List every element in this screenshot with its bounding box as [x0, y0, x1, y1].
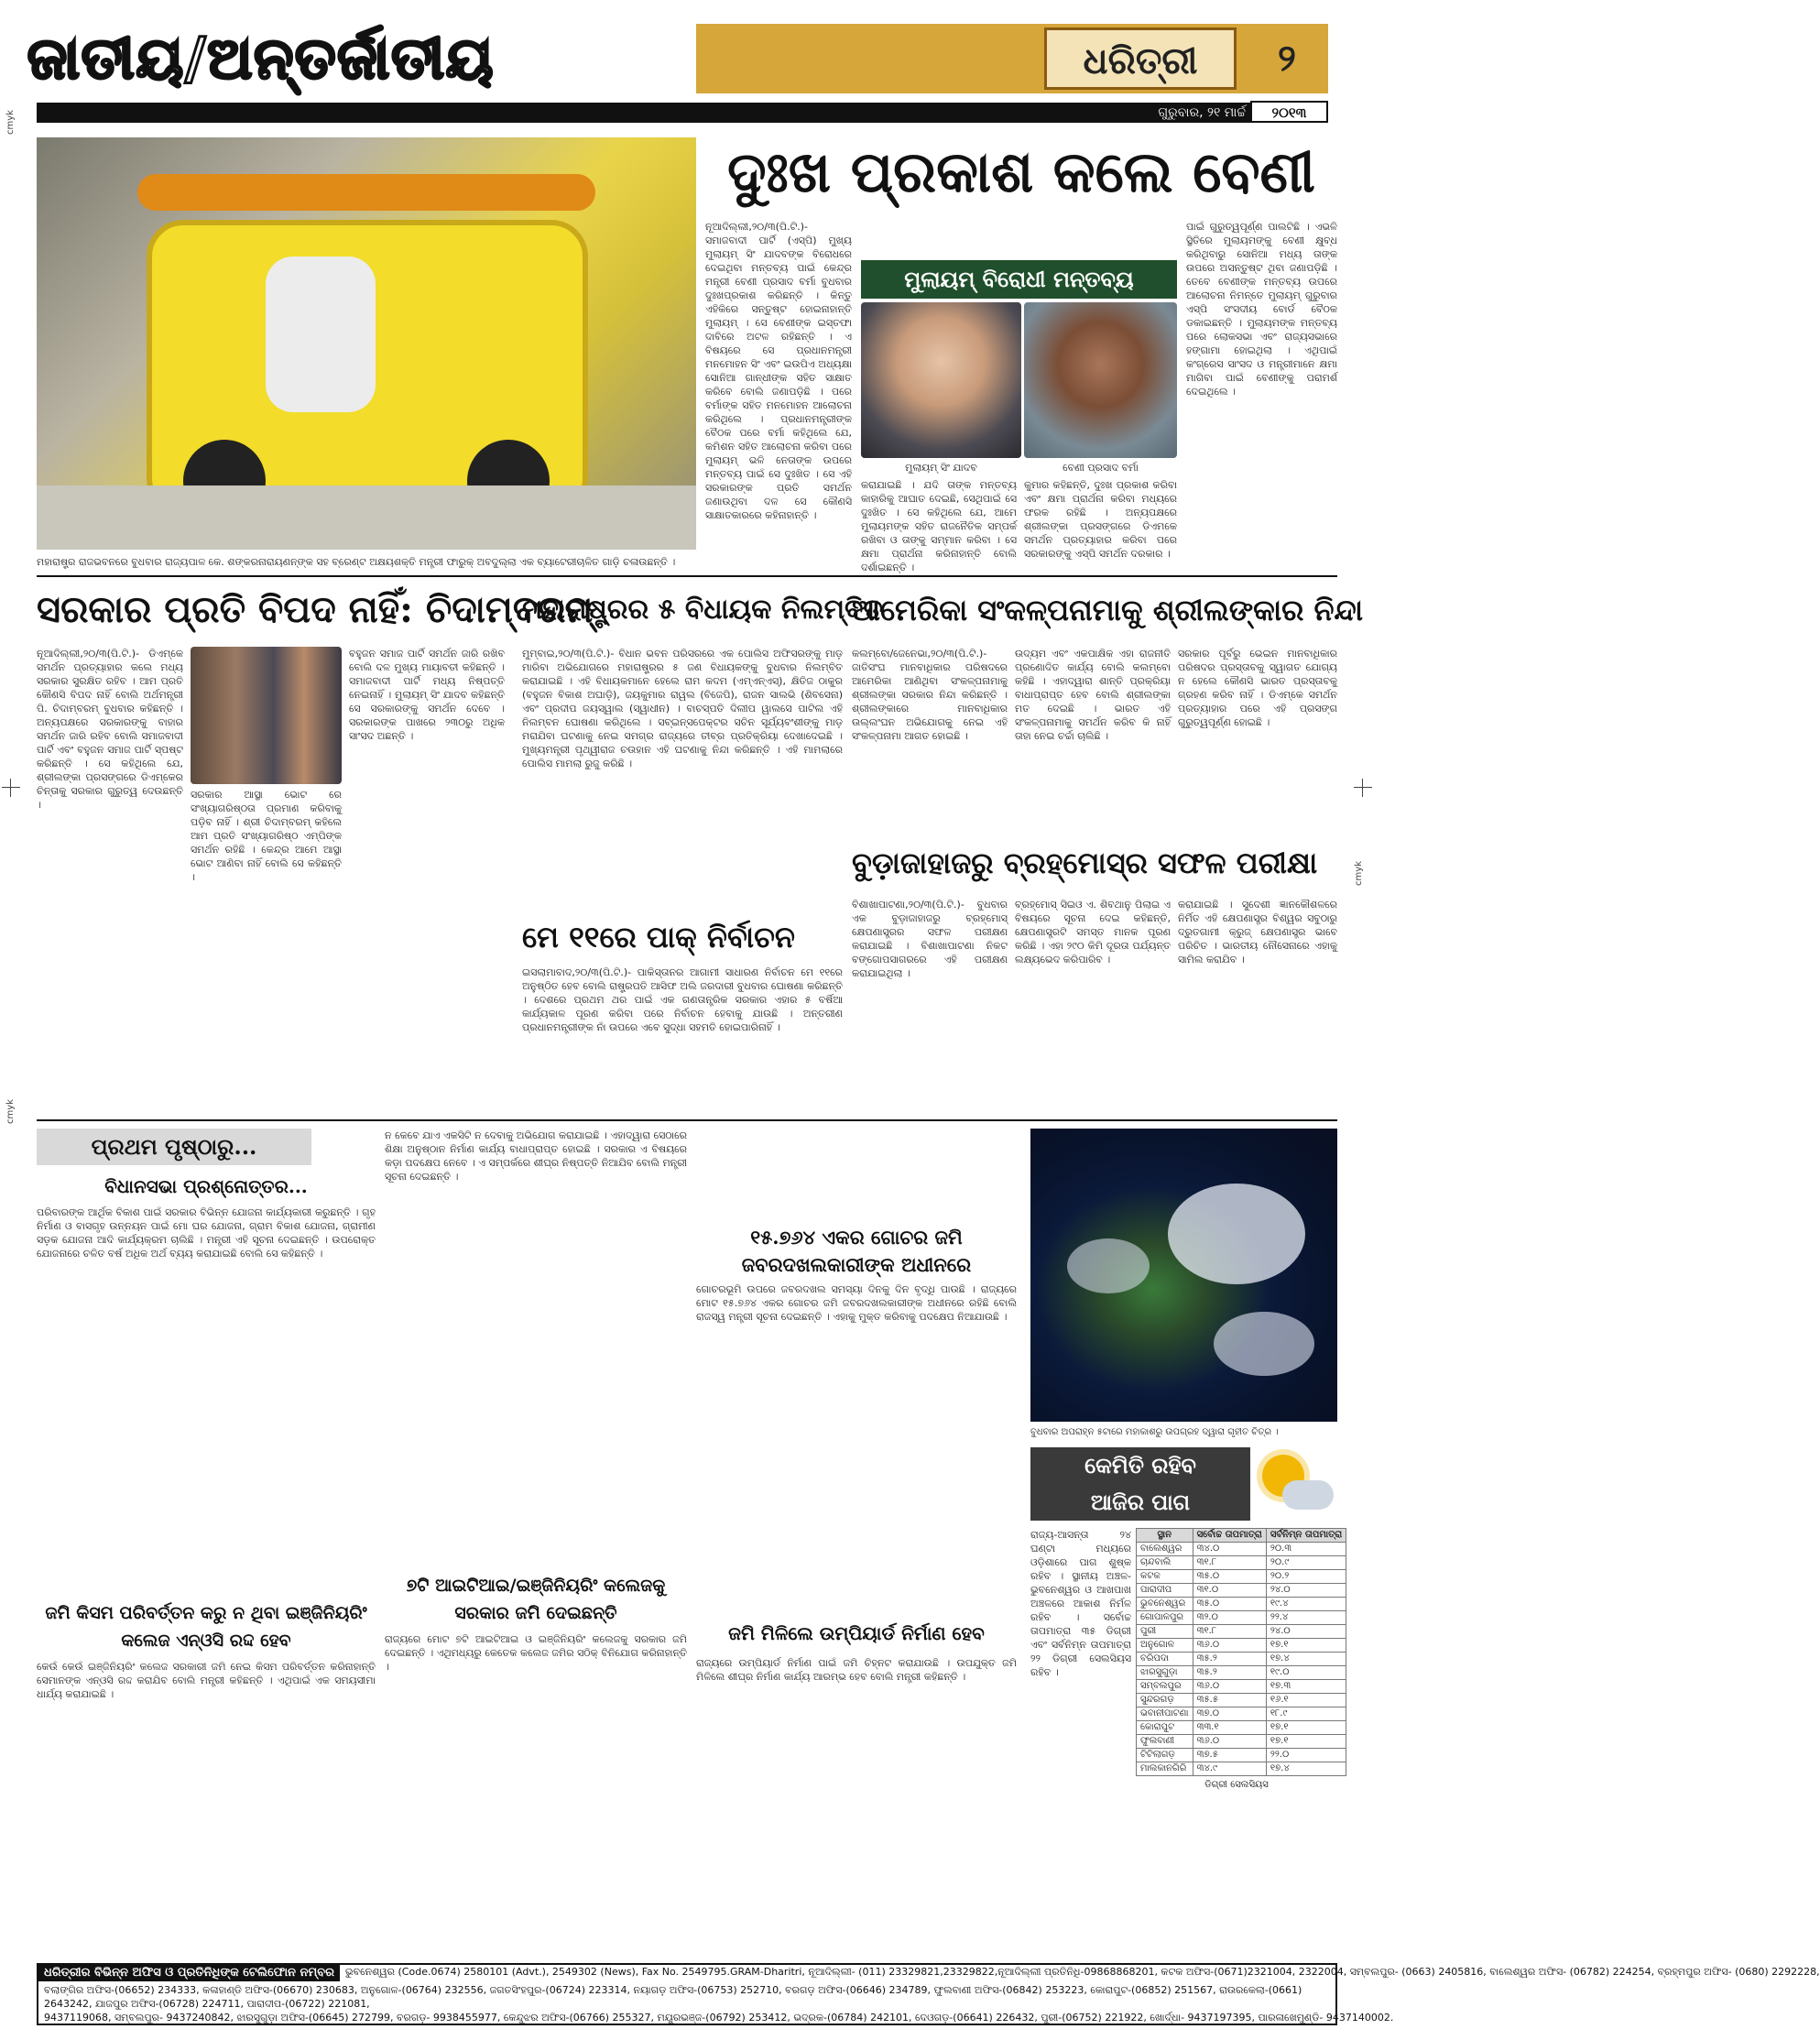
table-header-max: ସର୍ବୋଚ୍ଚ ତାପମାତ୍ରା — [1193, 1529, 1266, 1543]
satellite-map-caption: ବୁଧବାର ଅପରାହ୍ନ ୫ଟାରେ ମହାକାଶରୁ ଉପଗ୍ରହ ଦ୍ୱାରା ଗୃହୀତ ଚିତ୍ର । — [1030, 1427, 1279, 1437]
mulayam-photo — [861, 302, 1021, 458]
table-row — [1137, 1735, 1346, 1749]
table-cell-min: ୧୭.୧ — [1266, 1639, 1346, 1653]
weather-table-wrap — [1136, 1528, 1343, 1955]
umpire-subhead: ଜମି ମିଳିଲେ ଉମ୍ପିୟାର୍ଡ ନିର୍ମାଣ ହେବ — [728, 1622, 985, 1644]
table-cell-place: କୋରାପୁଟ — [1137, 1721, 1193, 1735]
table-cell-place: ସମ୍ବଲପୁର — [1137, 1680, 1193, 1694]
table-row — [1137, 1570, 1346, 1584]
registration-cross-right — [1354, 779, 1372, 797]
table-cell-max: ୩୫.୫ — [1193, 1694, 1266, 1707]
engineering-noc-body: କେଉଁ କେଉଁ ଇଞ୍ଜିନିୟରିଂ କଲେଜ ସରକାରୀ ଜମି ନେଇ କିସମ ପରିବର୍ତ୍ତନ କରିନାହାନ୍ତି ସେମାନଙ୍କ ଏନ୍ଓସି ରଦ୍ଦ କରାଯିବ ବୋଲି ମନ୍ତ୍ରୀ କହିଛନ୍ତି । ଏଥିପାଇଁ ଏକ ସମୟସୀମା ଧାର୍ଯ୍ୟ କରାଯାଇଛି । — [37, 1661, 376, 1700]
table-cell-min: ୧୭.୧ — [1266, 1735, 1346, 1749]
pak-headline: ମେ ୧୧ରେ ପାକ୍ ନିର୍ବାଚନ — [522, 920, 795, 955]
table-cell-min: ୨୨.୪ — [1266, 1611, 1346, 1625]
table-cell-max: ୩୫.୦ — [1193, 1598, 1266, 1611]
table-row — [1137, 1584, 1346, 1598]
table-row — [1137, 1749, 1346, 1762]
iti-subhead: ୭ଟି ଆଇଟିଆଇ/ଇଞ୍ଜିନିୟରିଂ କଲେଜକୁ ସରକାର ଜମି ଦେଇଛନ୍ତି — [406, 1576, 666, 1623]
footer-contacts — [37, 1963, 1820, 2025]
table-cell-place: ଭବାନୀପାଟଣା — [1137, 1707, 1193, 1721]
table-cell-min: ୨୦.୨ — [1266, 1570, 1346, 1584]
table-row — [1137, 1721, 1346, 1735]
chidambaram-photo — [191, 647, 342, 784]
chidambaram-col1: ନୂଆଦିଲ୍ଲୀ,୨୦/୩(ପି.ଟି.)- ଡିଏମ୍‌କେ ସମର୍ଥନ ପ୍ରତ୍ୟାହାର କଲେ ମଧ୍ୟ ସରକାର ସୁରକ୍ଷିତ ରହିବ । ଆମ ପ୍ରତି କୌଣସି ବିପଦ ନାହିଁ ବୋଲି ଅର୍ଥମନ୍ତ୍ରୀ ପି. ଚିଦାମ୍ବରମ୍ ବୁଧବାର କହିଛନ୍ତି । ଅନ୍ୟପକ୍ଷରେ ସରକାରଙ୍କୁ ବାହାର ସମର୍ଥନ ଜାରି ରହିବ ବୋଲି ସମାଜବାଦୀ ପାର୍ଟି ଏବଂ ବହୁଜନ ସମାଜ ପାର୍ଟି ସ୍ପଷ୍ଟ କରିଛନ୍ତି । ସେ କହିଥିଲେ ଯେ, ଶ୍ରୀଲଙ୍କା ପ୍ରସଙ୍ଗରେ ଡିଏମ୍‌କେର ଚିନ୍ତାକୁ ସରକାର ଗୁରୁତ୍ୱ ଦେଉଛନ୍ତି । — [37, 648, 183, 811]
footer-line3: 9437119068, ସମ୍ବଲପୁର- 9437240842, ଝାରସୁଗୁଡ଼ା ଅଫିସ-(06645) 272799, ବରଗଡ଼- 9938455977, କେନ୍ଦୁଝର ଅଫିସ-(06766) 255327, ମୟୂରଭଞ୍ଜ-(06792) 253412, ଭଦ୍ରକ-(06784) 242101, ଦେଓଗଡ଼-(06641) 226432, ପୁରୀ-(06752) 221922, ଖୋର୍ଦ୍ଧା- 9437197395, ପାରଳାଖେମୁଣ୍ଡି- 9437140002. — [44, 2012, 1394, 2024]
front-page-mid-body: ନ କେବେ ଯାଏ ଏକସିଟି ନ ଦେବାକୁ ଅଭିଯୋଗ କରାଯାଇଛି । ଏହାଦ୍ୱାରା ସେଠାରେ ଶିକ୍ଷା ଅନୁଷ୍ଠାନ ନିର୍ମାଣ କାର୍ଯ୍ୟ ବାଧାପ୍ରାପ୍ତ ହୋଇଛି । ସରକାର ଏ ବିଷୟରେ କଡ଼ା ପଦକ୍ଷେପ ନେବେ । ଏ ସମ୍ପର୍କରେ ଶୀଘ୍ର ନିଷ୍ପତ୍ତି ନିଆଯିବ ବୋଲି ମନ୍ତ୍ରୀ ସୂଚନା ଦେଇଛନ୍ତି । — [385, 1129, 687, 1183]
lead-photo-caption: ମହାରାଷ୍ଟ୍ର ରାଜଭବନରେ ବୁଧବାର ରାଜ୍ୟପାଳ କେ. ଶଙ୍କରନାରାୟଣନ୍ଙ୍କ ସହ ବ୍ରେଣ୍ଟ ଅକ୍ଷୟଶକ୍ତି ମନ୍ତ୍ରୀ ଫାରୁକ୍ ଅବଦୁଲ୍ଲା ଏକ ବ୍ୟାଟେରୀଚାଳିତ ଗାଡ଼ି ଚଳାଉଛନ୍ତି । — [37, 556, 676, 568]
chidambaram-col2: ସରକାର ଆସ୍ଥା ଭୋଟ ରେ ସଂଖ୍ୟାଗରିଷ୍ଠତା ପ୍ରମାଣ କରିବାକୁ ପଡ଼ିବ ନାହିଁ । ଶ୍ରୀ ଚିଦାମ୍ବରମ୍ କହିଲେ ଆମ ପ୍ରତି ସଂଖ୍ୟାଗରିଷ୍ଠ ଏମ୍ପିଙ୍କ ସମର୍ଥନ ରହିଛି । କେନ୍ଦ୍ର ଆମେ ଆସ୍ଥା ଭୋଟ ଆଣିବା ନାହିଁ ବୋଲି ସେ କହିଛନ୍ତି । — [191, 789, 342, 883]
weather-title-line1: କେମିତି ରହିବ — [1084, 1452, 1196, 1478]
table-cell-place: ଭୁବନେଶ୍ୱର — [1137, 1598, 1193, 1611]
table-cell-min: ୧୬.୧ — [1266, 1694, 1346, 1707]
assembly-subhead: ବିଧାନସଭା ପ୍ରଶ୍ନୋତ୍ତର... — [104, 1175, 308, 1197]
temperature-unit-note: ଡିଗ୍ରୀ ସେଲସିୟସ — [1204, 1780, 1269, 1790]
table-header-place: ସ୍ଥାନ — [1137, 1529, 1193, 1543]
table-cell-max: ୩୫.୨ — [1193, 1666, 1266, 1680]
table-header-min: ସର୍ବନିମ୍ନ ତାପମାତ୍ରା — [1266, 1529, 1346, 1543]
gochar-body: ଗୋଚରଭୂମି ଉପରେ ଜବରଦଖଲ ସମସ୍ୟା ଦିନକୁ ଦିନ ବୃଦ୍ଧି ପାଉଛି । ରାଜ୍ୟରେ ମୋଟ ୧୫.୭୬୪ ଏକର ଗୋଚର ଜମି ଜବରଦଖଲକାରୀଙ୍କ ଅଧୀନରେ ରହିଛି ବୋଲି ରାଜସ୍ୱ ମନ୍ତ୍ରୀ ସୂଚନା ଦେଇଛନ୍ତି । ଏହାକୁ ମୁକ୍ତ କରିବାକୁ ପଦକ୍ଷେପ ନିଆଯାଉଛି । — [696, 1283, 1017, 1323]
engineering-noc-subhead: ଜମି କିସମ ପରିବର୍ତ୍ତନ କରୁ ନ ଥିବା ଇଞ୍ଜିନିୟରିଂ କଲେଜ ଏନ୍ଓସି ରଦ୍ଦ ହେବ — [45, 1603, 367, 1651]
maharashtra-headline: ମହାରାଷ୍ଟ୍ରର ୫ ବିଧାୟକ ନିଲମ୍ବିତ — [522, 594, 883, 626]
iti-body: ରାଜ୍ୟରେ ମୋଟ ୭ଟି ଆଇଟିଆଇ ଓ ଇଞ୍ଜିନିୟରିଂ କଲେଜକୁ ସରକାର ଜମି ଦେଇଛନ୍ତି । ଏଥିମଧ୍ୟରୁ କେତେକ କଲେଜ ଜମିର ସଠିକ୍ ବିନିଯୋଗ କରିନାହାନ୍ତି । — [385, 1633, 687, 1673]
table-cell-max: ୩୭.୫ — [1193, 1749, 1266, 1762]
table-cell-max: ୩୬.୦ — [1193, 1735, 1266, 1749]
table-cell-place: ଟିଟିଲାଗଡ଼ — [1137, 1749, 1193, 1762]
table-row — [1137, 1598, 1346, 1611]
gochar-subhead: ୧୫.୭୬୪ ଏକର ଗୋଚର ଜମି ଜବରଦଖଲକାରୀଙ୍କ ଅଧୀନରେ — [741, 1226, 972, 1276]
table-cell-place: ବରିପଦା — [1137, 1653, 1193, 1666]
beni-photo — [1024, 302, 1177, 458]
table-cell-place: ବାଲେଶ୍ୱର — [1137, 1543, 1193, 1556]
lead-body-col2: କରାଯାଇଛି । ଯଦି ତାଙ୍କ ମନ୍ତବ୍ୟ କାହାରିକୁ ଆଘାତ ଦେଇଛି, ସେଥିପାଇଁ ସେ ଦୁଃଖିତ । ସେ କହିଥିଲେ ଯେ, ଆମେ ମୁଲାୟମଙ୍କ ସହିତ ରାଜନୈତିକ ସମ୍ପର୍କ ରଖିବା ଓ ତାଙ୍କୁ ସମ୍ମାନ କରିବା । ସେ କ୍ଷମା ପ୍ରାର୍ଥନା କରିନାହାନ୍ତି ବୋଲି ଦର୍ଶାଇଛନ୍ତି । — [861, 479, 1017, 573]
table-cell-place: ଫୁଲବାଣୀ — [1137, 1735, 1193, 1749]
pak-body: ଇସଲାମାବାଦ,୨୦/୩(ପି.ଟି.)- ପାକିସ୍ତାନର ଆଗାମୀ ସାଧାରଣ ନିର୍ବାଚନ ମେ ୧୧ରେ ଅନୁଷ୍ଠିତ ହେବ ବୋଲି ରାଷ୍ଟ୍ରପତି ଆସିଫ ଅଲି ଜରଦାରୀ ବୁଧବାର ଘୋଷଣା କରିଛନ୍ତି । ଦେଶରେ ପ୍ରଥମ ଥର ପାଇଁ ଏକ ଗଣତାନ୍ତ୍ରିକ ସରକାର ଏହାର ୫ ବର୍ଷିଆ କାର୍ଯ୍ୟକାଳ ପୂରଣ କରିବା ପରେ ନିର୍ବାଚନ ହେବାକୁ ଯାଉଛି । ଅନ୍ତରୀଣ ପ୍ରଧାନମନ୍ତ୍ରୀଙ୍କ ନାଁ ଉପରେ ଏବେ ସୁଦ୍ଧା ସହମତି ହୋଇପାରିନାହିଁ । — [522, 966, 843, 1033]
sun-cloud-icon — [1255, 1449, 1337, 1521]
table-cell-max: ୩୪.୯ — [1193, 1762, 1266, 1776]
lead-photo — [37, 137, 696, 550]
umpire-body: ରାଜ୍ୟରେ ଉମ୍ପିୟାର୍ଡ ନିର୍ମାଣ ପାଇଁ ଜମି ଚିହ୍ନଟ କରାଯାଉଛି । ଉପଯୁକ୍ତ ଜମି ମିଳିଲେ ଶୀଘ୍ର ନିର୍ମାଣ କାର୍ଯ୍ୟ ଆରମ୍ଭ ହେବ ବୋଲି ମନ୍ତ୍ରୀ କହିଛନ୍ତି । — [696, 1657, 1017, 1683]
table-cell-max: ୩୪.୦ — [1193, 1543, 1266, 1556]
table-cell-min: ୨୨.୦ — [1266, 1749, 1346, 1762]
table-cell-min: ୧୯.୪ — [1266, 1598, 1346, 1611]
mulayam-caption: ମୁଲାୟମ୍ ସିଂ ଯାଦବ — [905, 462, 977, 474]
srilanka-col3: ସରକାର ପୂର୍ବରୁ ଭେଇନ ମାନବାଧିକାର ପରିଷଦର ପ୍ରସ୍ତାବକୁ ସ୍ୱାଗତ ଯୋଗ୍ୟ ନ ହେଲେ କୌଣସି ଭାରତ ପ୍ରସ୍ତାବକୁ ଗ୍ରହଣ କରିବ ନାହିଁ । ଡିଏମ୍‌କେ ସମର୍ଥନ ପ୍ରତ୍ୟାହାର ପରେ ଏହି ପ୍ରସଙ୍ଗ ଗୁରୁତ୍ୱପୂର୍ଣ୍ଣ ହୋଇଛି । — [1178, 648, 1337, 728]
satellite-map — [1030, 1129, 1337, 1422]
table-cell-min: ୨୦.୯ — [1266, 1556, 1346, 1570]
table-cell-min: ୨୪.୦ — [1266, 1625, 1346, 1639]
table-row — [1137, 1707, 1346, 1721]
registration-cross-left — [2, 779, 20, 797]
cloud-mass-3 — [1214, 1312, 1314, 1376]
brahmos-col2: ବ୍ରହ୍ମୋସ୍ ସିଇଓ ଏ. ଶିବଥାନୁ ପିଲାଇ ଏ ବିଷୟରେ ସୂଚନା ଦେଇ କହିଛନ୍ତି, କ୍ଷେପଣାସ୍ତ୍ରଟି ସମସ୍ତ ମାନକ ପୂରଣ କରିଛି । ଏହା ୨୯୦ କିମି ଦୂରତା ପର୍ଯ୍ୟନ୍ତ ଲକ୍ଷ୍ୟଭେଦ କରିପାରିବ । — [1015, 899, 1171, 965]
weather-title — [1030, 1447, 1250, 1521]
srilanka-col2: ଉଦ୍ୟମ ଏବଂ ଏକପାକ୍ଷିକ ଏହା ରାଜନୀତି ପ୍ରଣୋଦିତ କାର୍ଯ୍ୟ ବୋଲି କଲମ୍ବୋ କହିଛି । ଏହାଦ୍ୱାରା ଶାନ୍ତି ପ୍ରକ୍ରିୟା ବାଧାପ୍ରାପ୍ତ ହେବ ବୋଲି ଶ୍ରୀଲଙ୍କା ମତ ଦେଇଛି । ଭାରତ ଏହି ସଂକଳ୍ପନାମାକୁ ସମର୍ଥନ କରିବ କି ନାହିଁ ତାହା ନେଇ ଚର୍ଚ୍ଚା ଚାଲିଛି । — [1015, 648, 1171, 742]
cloud-mass-1 — [1168, 1184, 1305, 1284]
temperature-table — [1136, 1528, 1346, 1776]
table-cell-max: ୩୬.୦ — [1193, 1680, 1266, 1694]
table-row — [1137, 1694, 1346, 1707]
lead-body-col3: କୁମାର କହିଛନ୍ତି, ଦୁଃଖ ପ୍ରକାଶ କରିବା ଏବଂ କ୍ଷମା ପ୍ରାର୍ଥନା କରିବା ମଧ୍ୟରେ ଫରକ ରହିଛି । ଅନ୍ୟପକ୍ଷରେ ଶ୍ରୀଲଙ୍କା ପ୍ରସଙ୍ଗରେ ଡିଏମକେ ସମର୍ଥନ ପ୍ରତ୍ୟାହାର କରିବା ପରେ ସରକାରଙ୍କୁ ଏସ୍‌ପି ସମର୍ଥନ ଦରକାର । — [1024, 479, 1177, 560]
newspaper-logo: ଧରିତ୍ରୀ — [1044, 27, 1237, 90]
srilanka-headline: ଆମେରିକା ସଂକଳ୍ପନାମାକୁ ଶ୍ରୀଲଙ୍କାର ନିନ୍ଦା — [852, 593, 1363, 627]
page-number: ୨ — [1278, 37, 1296, 80]
assembly-body: ପରିବାରଙ୍କ ଆର୍ଥିକ ବିକାଶ ପାଇଁ ସରକାର ବିଭିନ୍ନ ଯୋଜନା କାର୍ଯ୍ୟକାରୀ କରୁଛନ୍ତି । ଗୃହ ନିର୍ମାଣ ଓ ବାସଗୃହ ଉନ୍ନୟନ ପାଇଁ ମୋ ଘର ଯୋଜନା, ଗ୍ରାମ ବିକାଶ ଯୋଜନା, ଗ୍ରାମୀଣ ସଡ଼କ ଯୋଜନା ଆଦି କାର୍ଯ୍ୟକ୍ରମ ଚାଲିଛି । ମନ୍ତ୍ରୀ ଏହି ସୂଚନା ଦେଇଛନ୍ତି । ଉପରୋକ୍ତ ଯୋଜନାରେ ଚଳିତ ବର୍ଷ ଅଧିକ ଅର୍ଥ ବ୍ୟୟ କରାଯାଇଛି ବୋଲି ସେ କହିଛନ୍ତି । — [37, 1206, 376, 1260]
chidambaram-headline: ସରକାର ପ୍ରତି ବିପଦ ନାହିଁ: ଚିଦାମ୍ବରମ୍ — [37, 588, 594, 631]
table-cell-max: ୩୭.୦ — [1193, 1707, 1266, 1721]
table-row — [1137, 1653, 1346, 1666]
table-row — [1137, 1611, 1346, 1625]
floor-shape — [37, 485, 696, 550]
maharashtra-body: ମୁମ୍ବାଇ,୨୦/୩(ପି.ଟି.)- ବିଧାନ ଭବନ ପରିସରରେ ଏକ ପୋଲିସ ଅଫିସରଙ୍କୁ ମାଡ଼ ମାରିବା ଅଭିଯୋଗରେ ମହାରାଷ୍ଟ୍ରର ୫ ଜଣ ବିଧାୟକଙ୍କୁ ବୁଧବାର ନିଲମ୍ବିତ କରାଯାଇଛି । ଏହି ବିଧାୟକମାନେ ହେଲେ ରାମ କଦମ (ଏମ୍‌ଏନ୍‌ଏସ୍), କ୍ଷିତିଜ ଠାକୁର (ବହୁଜନ ବିକାଶ ଅଘାଡ଼ି), ଜୟକୁମାର ରାୱଲ (ବିଜେପି), ରାଜନ ସାଲଭି (ଶିବସେନା) ଏବଂ ପ୍ରଦୀପ ଜୟସ୍ୱାଲ (ସ୍ୱାଧୀନ) । ବାଚସ୍ପତି ଦିଲୀପ ୱାଲସେ ପାଟିଲ ଏହି ନିଲମ୍ବନ ଘୋଷଣା କରିଥିଲେ । ସବ୍‌ଇନ୍ସପେକ୍ଟର ସଚିନ ସୂର୍ଯ୍ୟବଂଶୀଙ୍କୁ ମାଡ଼ ମରାଯିବା ଘଟଣାକୁ ନେଇ ସମଗ୍ର ରାଜ୍ୟରେ ତୀବ୍ର ପ୍ରତିକ୍ରିୟା ଦେଖାଦେଇଛି । ମୁଖ୍ୟମନ୍ତ୍ରୀ ପୃଥ୍ୱୀରାଜ ଚଉହାନ ଏହି ଘଟଣାକୁ ନିନ୍ଦା କରିଛନ୍ତି । ଏହି ମାମଲାରେ ପୋଲିସ ମାମଲା ରୁଜୁ କରିଛି । — [522, 648, 843, 769]
table-cell-max: ୩୧.୦ — [1193, 1584, 1266, 1598]
cloud-mass-2 — [1067, 1238, 1150, 1293]
registration-label-left-mid: cmyk — [5, 1099, 16, 1124]
beni-caption: ବେଣୀ ପ୍ରସାଦ ବର୍ମା — [1063, 462, 1139, 474]
lead-headline: ଦୁଃଖ ପ୍ରକାଶ କଲେ ବେଣୀ — [727, 138, 1315, 205]
weather-title-line2: ଆଜିର ପାଗ — [1090, 1489, 1191, 1515]
lead-body-col4: ପାଇଁ ଗୁରୁତ୍ୱପୂର୍ଣ୍ଣ ପାଲଟିଛି । ଏଭଳି ସ୍ଥିତିରେ ମୁଲାୟମଙ୍କୁ ବେଣୀ କ୍ଷୁବ୍ଧ କରିଥିବାରୁ ସୋନିଆ ମଧ୍ୟ ତାଙ୍କ ଉପରେ ଅସନ୍ତୁଷ୍ଟ ଥିବା ଜଣାପଡ଼ିଛି । ତେବେ ବେଣୀଙ୍କ ମନ୍ତବ୍ୟ ଉପରେ ଆଲୋଚନା ନିମନ୍ତେ ମୁଲାୟମ୍ ଗୁରୁବାର ଏସ୍‌ପି ସଂସଦୀୟ ବୋର୍ଡ ବୈଠକ ଡକାଇଛନ୍ତି । ମୁଲାୟମଙ୍କ ମନ୍ତବ୍ୟ ପରେ ଲୋକସଭା ଏବଂ ରାଜ୍ୟସଭାରେ ହଙ୍ଗାମା ହୋଇଥିଲା । ଏଥିପାଇଁ କଂଗ୍ରେସ ସାଂସଦ ଓ ମନ୍ତ୍ରୀମାନେ କ୍ଷମା ମାଗିବା ପାଇଁ ବେଣୀଙ୍କୁ ପରାମର୍ଶ ଦେଇଥିଲେ । — [1186, 221, 1337, 398]
table-cell-min: ୧୭.୧ — [1266, 1721, 1346, 1735]
divider-lead — [37, 575, 1337, 577]
table-cell-max: ୩୫.୦ — [1193, 1570, 1266, 1584]
table-row — [1137, 1639, 1346, 1653]
issue-date: ଗୁରୁବାର, ୨୧ ମାର୍ଚ୍ଚ — [1158, 105, 1246, 120]
table-cell-max: ୩୬.୦ — [1193, 1639, 1266, 1653]
table-cell-min: ୧୯.୦ — [1266, 1666, 1346, 1680]
table-row — [1137, 1543, 1346, 1556]
table-cell-min: ୧୭.୪ — [1266, 1762, 1346, 1776]
table-cell-place: ଚାନ୍ଦବାଲି — [1137, 1556, 1193, 1570]
table-cell-max: ୩୩.୧ — [1193, 1721, 1266, 1735]
table-cell-min: ୨୪.୦ — [1266, 1584, 1346, 1598]
table-cell-max: ୩୫.୨ — [1193, 1653, 1266, 1666]
table-cell-max: ୩୨.୦ — [1193, 1611, 1266, 1625]
front-page-section-head: ପ୍ରଥମ ପୃଷ୍ଠାରୁ... — [37, 1129, 311, 1165]
srilanka-col1: କଲମ୍ବୋ/ଜେନେଭା,୨୦/୩(ପି.ଟି.)- ଜାତିସଂଘ ମାନବାଧିକାର ପରିଷଦରେ ଆମେରିକା ଆଣିଥିବା ସଂକଳ୍ପନାମାକୁ ଶ୍ରୀଲଙ୍କା ସରକାର ନିନ୍ଦା କରିଛନ୍ତି । ଶ୍ରୀଲଙ୍କାରେ ମାନବାଧିକାର ଉଲ୍ଲଂଘନ ଅଭିଯୋଗକୁ ନେଇ ଏହି ସଂକଳ୍ପନାମା ଆଗତ ହୋଇଛି । — [852, 648, 1008, 742]
divider-mid — [37, 1119, 1337, 1121]
table-row — [1137, 1666, 1346, 1680]
table-row — [1137, 1625, 1346, 1639]
table-cell-min: ୧୭.୪ — [1266, 1653, 1346, 1666]
table-cell-place: ସୁନ୍ଦରଗଡ଼ — [1137, 1694, 1193, 1707]
table-cell-place: ଅନୁଗୋଳ — [1137, 1639, 1193, 1653]
table-row — [1137, 1556, 1346, 1570]
table-cell-place: ପାରାଦୀପ — [1137, 1584, 1193, 1598]
table-cell-place: ପୁରୀ — [1137, 1625, 1193, 1639]
person-shape — [266, 256, 376, 412]
table-cell-min: ୨୦.୩ — [1266, 1543, 1346, 1556]
table-cell-place: ମାଲକାନଗିରି — [1137, 1762, 1193, 1776]
weather-forecast: ରାଜ୍ୟ-ଆସନ୍ତା ୨୪ ଘଣ୍ଟା ମଧ୍ୟରେ ଓଡ଼ିଶାରେ ପାଗ ଶୁଷ୍କ ରହିବ । ସ୍ଥାନୀୟ ଅଞ୍ଚଳ- ଭୁବନେଶ୍ୱର ଓ ଆଖପାଖ ଅଞ୍ଚଳରେ ଆକାଶ ନିର୍ମଳ ରହିବ । ସର୍ବୋଚ୍ଚ ତାପମାତ୍ରା ୩୫ ଡିଗ୍ରୀ ଏବଂ ସର୍ବନିମ୍ନ ତାପମାତ୍ରା ୨୨ ଡିଗ୍ରୀ ସେଲସିୟସ ରହିବ । — [1030, 1529, 1131, 1678]
garland-shape — [137, 174, 595, 211]
table-cell-place: କଟକ — [1137, 1570, 1193, 1584]
footer-line2: ବଲାଙ୍ଗିର ଅଫିସ-(06652) 234333, କଳାହାଣ୍ଡି ଅଫିସ-(06670) 230683, ଅନୁଗୋଳ-(06764) 232556, ଜଗତସିଂହପୁର-(06724) 223314, ନୟାଗଡ଼ ଅଫିସ-(06753) 252710, ବରଗଡ଼ ଅଫିସ-(06646) 234789, ଫୁଲବାଣୀ ଅଫିସ-(06842) 253223, କୋରାପୁଟ-(06852) 251567, ରାଉରକେଲା-(0661) 2643242, ଯାଜପୁର ଅଫିସ-(06728) 224711, ପାରାଦୀପ-(06722) 221081, — [44, 1984, 1302, 2010]
table-cell-max: ୩୧.୮ — [1193, 1625, 1266, 1639]
table-row — [1137, 1762, 1346, 1776]
table-row — [1137, 1680, 1346, 1694]
brahmos-col3: କରାଯାଇଛି । ସୁଦେଶୀ ଜ୍ଞାନକୌଶଳରେ ନିର୍ମିତ ଏହି କ୍ଷେପଣାସ୍ତ୍ର ବିଶ୍ୱର ସବୁଠାରୁ ଦ୍ରୁତଗାମୀ କ୍ରୁଜ୍ କ୍ଷେପଣାସ୍ତ୍ର ଭାବେ ପରିଚିତ । ଭାରତୀୟ ନୌସେନାରେ ଏହାକୁ ସାମିଲ କରାଯିବ । — [1178, 899, 1337, 965]
table-cell-min: ୧୮.୯ — [1266, 1707, 1346, 1721]
registration-label-left-top: cmyk — [5, 110, 16, 135]
brahmos-col1: ବିଶାଖାପାଟଣା,୨୦/୩(ପି.ଟି.)- ବୁଧବାର ଏକ ବୁଡ଼ାଜାହାଜରୁ ବ୍ରହ୍ମୋସ୍ କ୍ଷେପଣାସ୍ତ୍ରର ସଫଳ ପରୀକ୍ଷଣ କରାଯାଇଛି । ବିଶାଖାପାଟଣା ନିକଟ ବଙ୍ଗୋପସାଗରରେ ଏହି ପରୀକ୍ଷଣ କରାଯାଇଥିଲା । — [852, 899, 1008, 979]
section-title: ଜାତୀୟ/ଅନ୍ତର୍ଜାତୀୟ — [27, 25, 496, 92]
table-cell-max: ୩୧.୮ — [1193, 1556, 1266, 1570]
issue-year: ୨୦୧୩ — [1250, 101, 1328, 123]
table-cell-place: ଝାରସୁଗୁଡ଼ା — [1137, 1666, 1193, 1680]
brahmos-headline: ବୁଡ଼ାଜାହାଜରୁ ବ୍ରହ୍ମୋସ୍‌ର ସଫଳ ପରୀକ୍ଷା — [852, 845, 1318, 880]
lead-body-col1: ନୂଆଦିଲ୍ଲୀ,୨୦/୩(ପି.ଟି.)- ସମାଜବାଦୀ ପାର୍ଟି (ଏସ୍‌ପି) ମୁଖ୍ୟ ମୁଲାୟମ୍ ସିଂ ଯାଦବଙ୍କ ବିରୋଧରେ ଦେଇଥିବା ମନ୍ତବ୍ୟ ପାଇଁ କେନ୍ଦ୍ର ମନ୍ତ୍ରୀ ବେଣୀ ପ୍ରସାଦ ବର୍ମା ବୁଧବାର ଦୁଃଖପ୍ରକାଶ କରିଛନ୍ତି । କିନ୍ତୁ ଏହିକିରେ ସନ୍ତୁଷ୍ଟ ହୋଇନାହାନ୍ତି ମୁଲାୟମ୍ । ସେ ବେଣୀଙ୍କ ଇସ୍ତଫା ଦାବିରେ ଅଟଳ ରହିଛନ୍ତି । ଏ ବିଷୟରେ ସେ ପ୍ରଧାନମନ୍ତ୍ରୀ ମନମୋହନ ସିଂ ଏବଂ ଇଉପିଏ ଅଧ୍ୟକ୍ଷା ସୋନିଆ ଗାନ୍ଧୀଙ୍କ ସହିତ ସାକ୍ଷାତ କରିବେ ବୋଲି ଜଣାପଡ଼ିଛି । ପରେ ବର୍ମାଙ୍କ ସହିତ ମନମୋହନ ଆଲୋଚନା କରିଥିଲେ । ପ୍ରଧାନମନ୍ତ୍ରୀଙ୍କ ବୈଠକ ପରେ ବର୍ମା କହିଥିଲେ ଯେ, କମିଶନ ସହିତ ଆଲୋଚନା କରିବା ପରେ ମୁଲାୟମ୍ ଭଳି ନେତାଙ୍କ ଉପରେ ମନ୍ତବ୍ୟ ପାଇଁ ସେ ଦୁଃଖିତ । ସେ ଏହି ସରକାରଙ୍କ ପ୍ରତି ସମର୍ଥନ ଜଣାଉଥିବା ଦଳ ସେ କୌଣସି ସାକ୍ଷାତକାରରେ କହିନାହାନ୍ତି । — [705, 221, 852, 521]
chidambaram-col3: ବହୁଜନ ସମାଜ ପାର୍ଟି ସମର୍ଥନ ଜାରି ରଖିବ ବୋଲି ଦଳ ମୁଖ୍ୟ ମାୟାବତୀ କହିଛନ୍ତି । ସମାଜବାଦୀ ପାର୍ଟି ମଧ୍ୟ ନିଷ୍ପତ୍ତି ନେଇନାହିଁ । ମୁଲାୟମ୍ ସିଂ ଯାଦବ କହିଛନ୍ତି ସେ ସରକାରଙ୍କୁ ସମର୍ଥନ ଦେବେ । ସରକାରଙ୍କ ପାଖରେ ୨୩୦ରୁ ଅଧିକ ସାଂସଦ ଅଛନ୍ତି । — [349, 648, 505, 742]
lead-kicker: ମୁଲାୟମ୍ ବିରୋଧୀ ମନ୍ତବ୍ୟ — [861, 260, 1177, 299]
registration-label-right: cmyk — [1354, 861, 1364, 886]
table-cell-min: ୧୭.୩ — [1266, 1680, 1346, 1694]
table-cell-place: ଗୋପାଳପୁର — [1137, 1611, 1193, 1625]
footer-line1: ଭୁବନେଶ୍ୱର (Code.0674) 2580101 (Advt.), 2549302 (News), Fax No. 2549795.GRAM-Dharitri, ନୂଆଦିଲ୍ଲୀ- (011) 23329821,23329822,ନୂଆଦିଲ୍ଲୀ ପ୍ରତିନିଧି-09868868201, କଟକ ଅଫିସ-(0671)2321004, 2322004, ସମ୍ବଲପୁର- (0663) 2405816, ବାଲେଶ୍ୱର ଅଫିସ- (06782) 224254, ବ୍ରହ୍ମପୁର ଅଫିସ- (0680) 2292228, — [344, 1966, 1820, 1978]
footer-title: ଧରିତ୍ରୀର ବିଭିନ୍ନ ଅଫିସ ଓ ପ୍ରତିନିଧିଙ୍କ ଟେଲିଫୋନ ନମ୍ବର — [38, 1965, 340, 1981]
